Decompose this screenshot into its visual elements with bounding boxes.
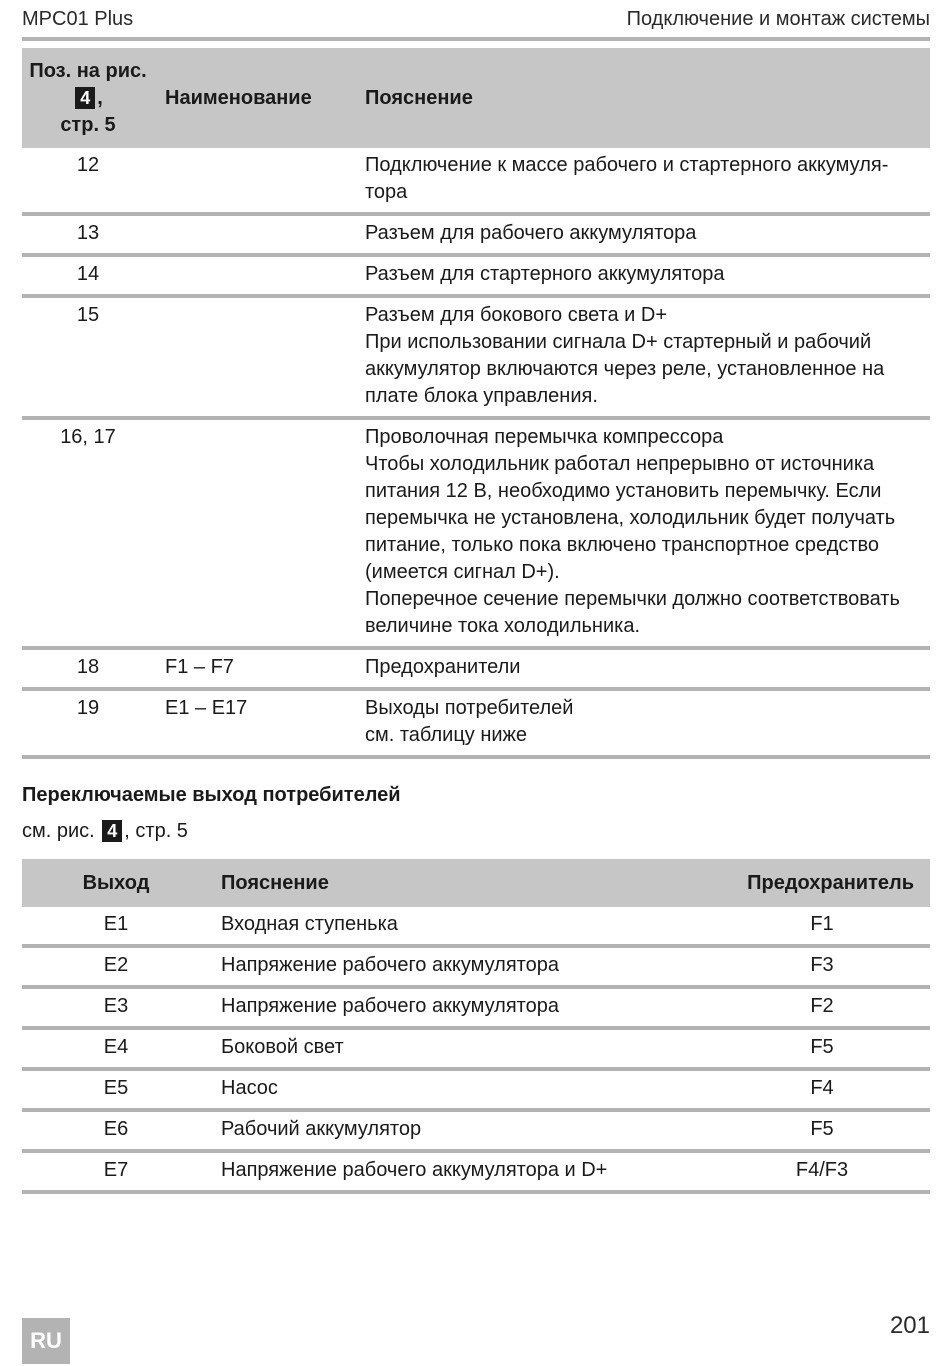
description-line: Чтобы холодильник работал непрерывно от источника (365, 453, 875, 475)
name-cell (154, 148, 365, 214)
description-line: (имеется сигнал D+). (365, 561, 560, 583)
position-cell: 16, 17 (22, 418, 154, 648)
table-header-row (22, 859, 930, 907)
description-line: При использовании сигнала D+ стартерный и рабочий (365, 331, 872, 353)
description-cell (365, 648, 930, 689)
figure-reference-badge: 4 (102, 820, 122, 842)
description-cell: Боковой свет (210, 1028, 714, 1069)
name-cell (154, 214, 365, 255)
header-divider (22, 37, 930, 41)
description-line: Разъем для стартерного аккумулятора (365, 263, 725, 285)
column-header-description: Пояснение (210, 859, 714, 907)
description-cell: Насос (210, 1069, 714, 1110)
fuse-cell: F3 (714, 946, 930, 987)
column-header-description: Пояснение (365, 48, 930, 148)
description-cell: Напряжение рабочего аккумулятора и D+ (210, 1151, 714, 1192)
description-line: Поперечное сечение перемычки должно соответствовать (365, 588, 900, 610)
output-cell: E3 (22, 987, 210, 1028)
column-header-name: Наименование (154, 48, 365, 148)
description-line: Проволочная перемычка компрессора (365, 426, 724, 448)
column-header-position: Поз. на рис. 4 , стр. 5 (22, 48, 154, 148)
table-row (22, 214, 930, 255)
output-cell: E7 (22, 1151, 210, 1192)
output-cell: E6 (22, 1110, 210, 1151)
position-cell: 12 (22, 148, 154, 214)
table-header-row (22, 48, 930, 148)
name-cell (154, 418, 365, 648)
table-row (22, 148, 930, 214)
name-cell (154, 296, 365, 418)
description-line: аккумулятор включаются через реле, установленное на (365, 358, 885, 380)
fuse-cell: F4 (714, 1069, 930, 1110)
table-row (22, 648, 930, 689)
description-line: см. таблицу ниже (365, 724, 528, 746)
components-table (22, 48, 930, 759)
description-line: перемычка не установлена, холодильник будет получать (365, 507, 896, 529)
description-line: питание, только пока включено транспортное средство (365, 534, 880, 556)
description-line: Предохранители (365, 656, 521, 678)
fuse-cell: F4/F3 (714, 1151, 930, 1192)
fuse-cell: F5 (714, 1028, 930, 1069)
page-header (22, 6, 930, 34)
figure-reference-badge: 4 (75, 87, 95, 109)
description-cell: Входная ступенька (210, 907, 714, 946)
output-cell: E2 (22, 946, 210, 987)
section-title: Переключаемые выход потребителей (22, 784, 401, 806)
table-row (22, 907, 930, 946)
position-cell: 19 (22, 689, 154, 757)
fuse-cell: F1 (714, 907, 930, 946)
description-cell (365, 296, 930, 418)
output-cell: E4 (22, 1028, 210, 1069)
section-figure-reference: см. рис. 4 , стр. 5 (22, 820, 188, 842)
name-cell: F1 – F7 (154, 648, 365, 689)
outputs-table (22, 859, 930, 1194)
description-cell (365, 255, 930, 296)
description-cell (365, 689, 930, 757)
document-title: MPC01 Plus (22, 8, 134, 30)
column-header-output: Выход (22, 859, 210, 907)
description-line: питания 12 В, необходимо установить перемычку. Если (365, 480, 882, 502)
description-line: Разъем для бокового света и D+ (365, 304, 668, 326)
description-line: Выходы потребителей (365, 697, 574, 719)
description-line: плате блока управления. (365, 385, 598, 407)
position-cell: 18 (22, 648, 154, 689)
description-cell (365, 418, 930, 648)
table-row (22, 987, 930, 1028)
description-line: величине тока холодильника. (365, 615, 640, 637)
description-line: Разъем для рабочего аккумулятора (365, 222, 697, 244)
table-row (22, 255, 930, 296)
description-cell (365, 214, 930, 255)
position-cell: 13 (22, 214, 154, 255)
description-cell: Напряжение рабочего аккумулятора (210, 987, 714, 1028)
position-cell: 15 (22, 296, 154, 418)
language-badge: RU (22, 1318, 70, 1364)
output-cell: E1 (22, 907, 210, 946)
column-header-fuse: Предохранитель (714, 859, 930, 907)
table-row (22, 1069, 930, 1110)
fuse-cell: F5 (714, 1110, 930, 1151)
description-cell: Напряжение рабочего аккумулятора (210, 946, 714, 987)
section-heading: Подключение и монтаж системы (626, 8, 930, 30)
output-cell: E5 (22, 1069, 210, 1110)
table-row (22, 1028, 930, 1069)
table-row (22, 1110, 930, 1151)
description-line: Подключение к массе рабочего и стартерного аккумуля- (365, 154, 889, 176)
description-cell (365, 148, 930, 214)
name-cell (154, 255, 365, 296)
fuse-cell: F2 (714, 987, 930, 1028)
table-row (22, 946, 930, 987)
page-number: 201 (889, 1312, 930, 1339)
name-cell: E1 – E17 (154, 689, 365, 757)
description-cell: Рабочий аккумулятор (210, 1110, 714, 1151)
table-row (22, 296, 930, 418)
table-row (22, 1151, 930, 1192)
position-cell: 14 (22, 255, 154, 296)
table-row (22, 689, 930, 757)
table-row (22, 418, 930, 648)
description-line: тора (365, 181, 408, 203)
